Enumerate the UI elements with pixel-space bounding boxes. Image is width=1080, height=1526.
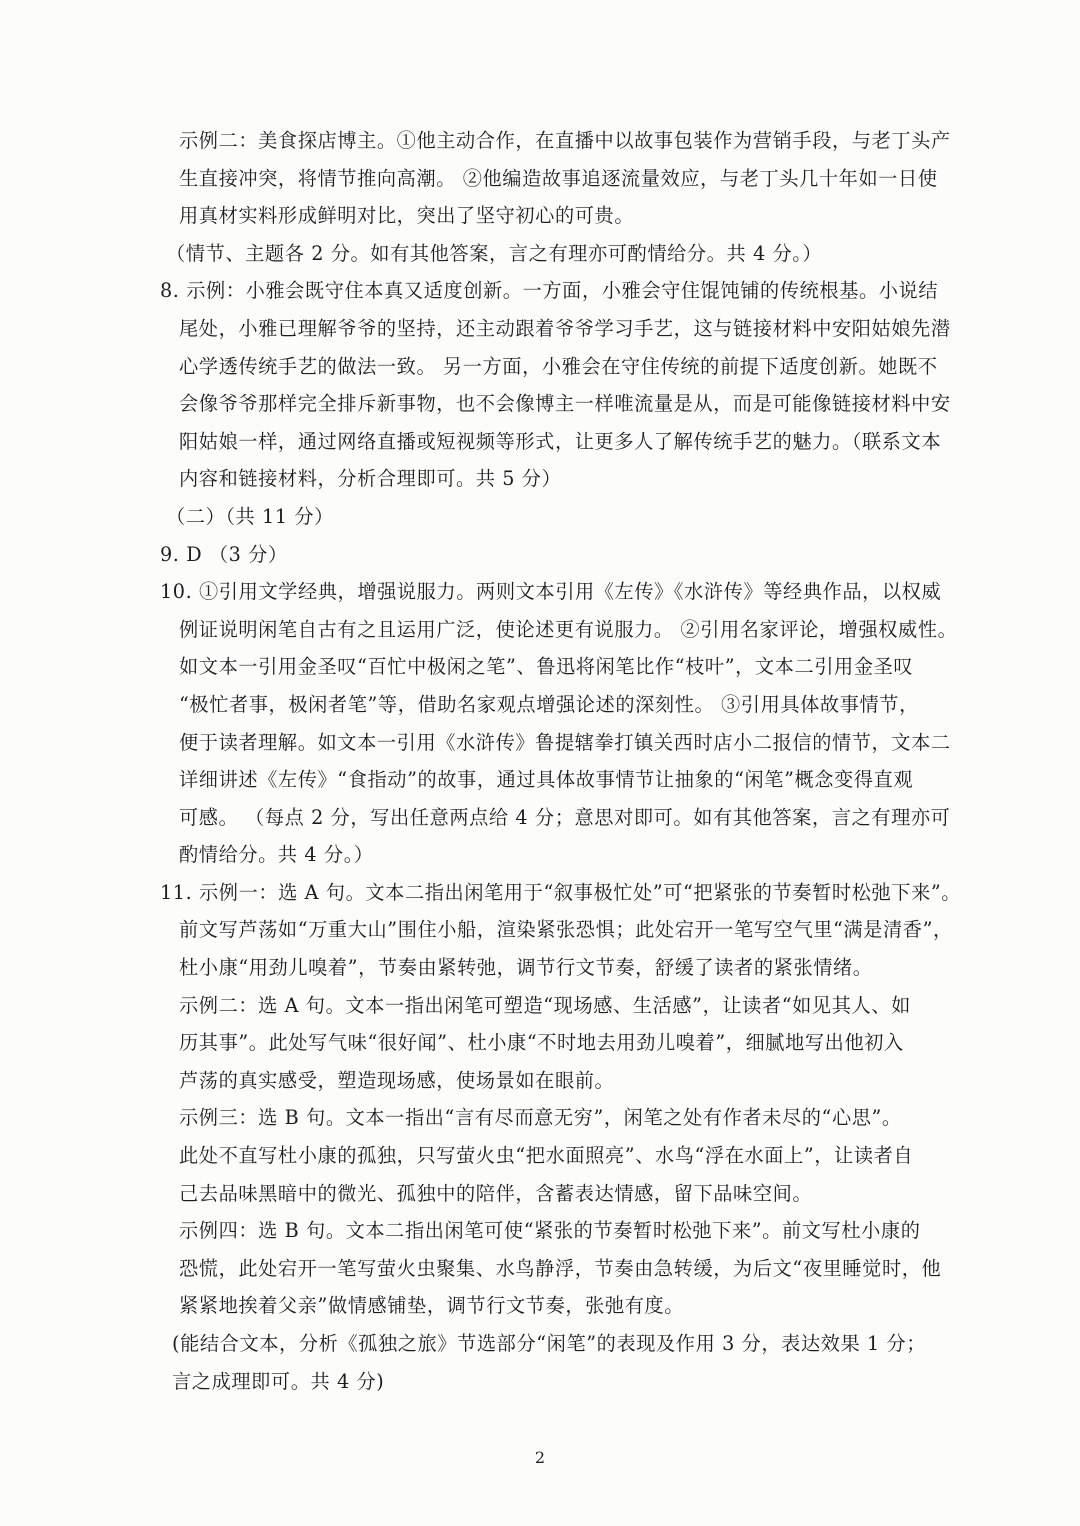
text-line: 尾处，小雅已理解爷爷的坚持，还主动跟着爷爷学习手艺，这与链接材料中安阳姑娘先潜 (179, 316, 951, 340)
text-line: 前文写芦荡如“万重大山”围住小船，渲染紧张恐惧；此处宕开一笔写空气里“满是清香”， (179, 918, 953, 942)
text-line: 酌情给分。共 4 分。） (179, 843, 374, 867)
text-line: 示例二：美食探店博主。①他主动合作，在直播中以故事包装作为营销手段，与老丁头产 (179, 129, 951, 152)
page-number: 2 (534, 1448, 546, 1467)
text-line: 用真材实料形成鲜明对比，突出了坚守初心的可贵。 (179, 204, 635, 228)
text-line: 示例三：选 B 句。文本一指出“言有尽而意无穷”，闲笔之处有作者未尽的“心思”。 (179, 1106, 902, 1130)
text-line: 紧紧地挨着父亲”做情感铺垫，调节行文节奏，张弛有度。 (179, 1294, 685, 1318)
text-line: 此处不直写杜小康的孤独，只写萤火虫“把水面照亮”、水鸟“浮在水面上”，让读者自 (179, 1144, 914, 1168)
text-line: 内容和链接材料，分析合理即可。共 5 分） (179, 467, 562, 491)
text-line: 阳姑娘一样，通过网络直播或短视频等形式，让更多人了解传统手艺的魅力。（联系文本 (179, 429, 942, 453)
text-line: 生直接冲突，将情节推向高潮。 ②他编造故事追逐流量效应，与老丁头几十年如一日使 (179, 166, 938, 190)
text-line: 可感。 （每点 2 分，写出任意两点给 4 分；意思对即可。如有其他答案，言之有理亦可 (179, 805, 951, 829)
text-line: 便于读者理解。如文本一引用《水浒传》鲁提辖拳打镇关西时店小二报信的情节，文本二 (179, 730, 951, 754)
text-line: 恐慌，此处宕开一笔写萤火虫聚集、水鸟静浮，节奏由急转缓，为后文“夜里睡觉时，他 (179, 1256, 942, 1280)
text-line: 芦荡的真实感受，塑造现场感，使场景如在眼前。 (179, 1068, 615, 1092)
text-line: 心学透传统手艺的做法一致。 另一方面，小雅会在守住传统的前提下适度创新。她既不 (179, 354, 938, 378)
scoring-note: 言之成理即可。共 4 分) (172, 1369, 385, 1393)
text-line: 示例二：选 A 句。文本一指出闲笔可塑造“现场感、生活感”，让读者“如见其人、如 (179, 993, 911, 1017)
text-line: 己去品味黑暗中的微光、孤独中的陪伴，含蓄表达情感，留下品味空间。 (179, 1181, 813, 1205)
text-line: 杜小康“用劲儿嗅着”，节奏由紧转弛，调节行文节奏，舒缓了读者的紧张情绪。 (179, 956, 873, 980)
question-9-line: 9. D （3 分） (160, 542, 288, 566)
scoring-note: (能结合文本，分析《孤独之旅》节选部分“闲笔”的表现及作用 3 分，表达效果 1 分； (172, 1332, 927, 1355)
scoring-note: （情节、主题各 2 分。如有其他答案，言之有理亦可酌情给分。共 4 分。） (166, 241, 823, 265)
text-line: 示例四：选 B 句。文本二指出闲笔可使“紧张的节奏暂时松弛下来”。前文写杜小康的 (179, 1219, 921, 1243)
section-heading: （二）（共 11 分） (166, 504, 334, 528)
text-line: 例证说明闲笔自古有之且运用广泛，使论述更有说服力。 ②引用名家评论，增强权威性。 (179, 617, 958, 641)
question-10-line: 10. ①引用文学经典，增强说服力。两则文本引用《左传》《水浒传》等经典作品，以权威 (160, 580, 942, 604)
question-8-line: 8. 示例：小雅会既守住本真又适度创新。一方面，小雅会守住馄饨铺的传统根基。小说结 (160, 279, 939, 303)
question-11-line: 11. 示例一：选 A 句。文本二指出闲笔用于“叙事极忙处”可“把紧张的节奏暂时松弛下来”。 (160, 880, 962, 904)
text-line: 如文本一引用金圣叹“百忙中极闲之笔”、鲁迅将闲笔比作“枝叶”，文本二引用金圣叹 (179, 655, 914, 679)
text-line: 历其事”。此处写气味“很好闻”、杜小康“不时地去用劲儿嗅着”，细腻地写出他初入 (179, 1031, 904, 1055)
text-line: “极忙者事，极闲者笔”等，借助名家观点增强论述的深刻性。 ③引用具体故事情节， (179, 692, 919, 716)
text-line: 详细讲述《左传》“食指动”的故事，通过具体故事情节让抽象的“闲笔”概念变得直观 (179, 768, 914, 792)
answer-key-body (0, 122, 1080, 1400)
text-line: 会像爷爷那样完全排斥新事物，也不会像博主一样唯流量是从，而是可能像链接材料中安 (179, 392, 951, 416)
